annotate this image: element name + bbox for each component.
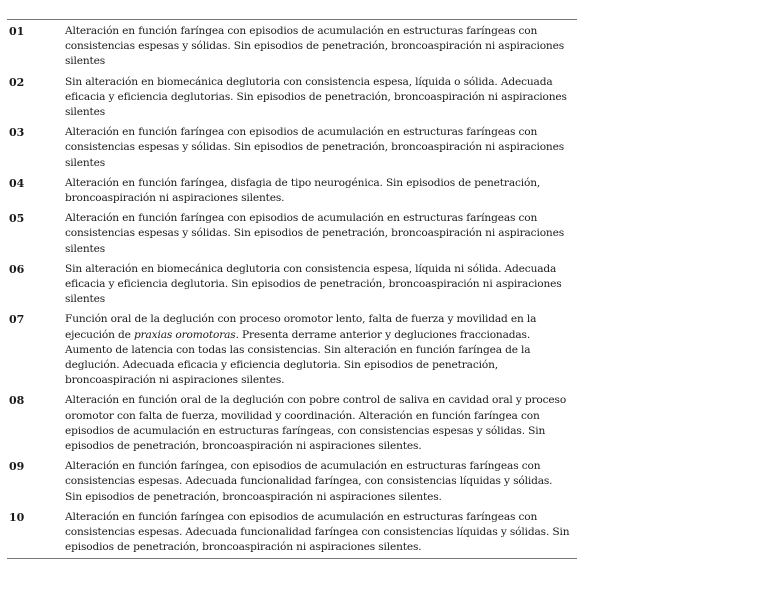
patient-number: 08 bbox=[9, 394, 25, 408]
table-row bbox=[7, 510, 577, 556]
patient-description: Alteración en función faríngea con episodios de acumulación en estructuras faríngeas con consistencias espesas y sólidas. Sin episodios de penetración, broncoaspiración ni aspiraciones silentes bbox=[65, 212, 565, 255]
table-row bbox=[7, 393, 577, 454]
patient-description bbox=[65, 312, 577, 388]
patient-description: Alteración en función faríngea con episodios de acumulación en estructuras faríngeas con consistencias espesas y sólidas. Sin episodios de penetración, broncoaspiración ni aspiraciones silentes bbox=[65, 25, 565, 68]
table-row bbox=[7, 211, 577, 257]
patient-number: 01 bbox=[9, 25, 25, 38]
patient-description: Alteración en función faríngea, disfagia de tipo neurogénica. Sin episodios de penetración, broncoaspiración ni aspiraciones silentes. bbox=[65, 176, 541, 205]
table-row bbox=[7, 262, 577, 308]
patient-number: 03 bbox=[9, 126, 25, 140]
patient-number: 06 bbox=[9, 262, 25, 276]
patient-number: 10 bbox=[9, 510, 25, 524]
patient-number: 04 bbox=[9, 176, 25, 190]
description-text: Función oral de la deglución con proceso oromotor lento, falta de fuerza y movilidad en la ejecución de bbox=[65, 313, 537, 341]
description-italic-term: praxias oromotoras bbox=[133, 328, 236, 341]
table-row bbox=[7, 24, 577, 70]
results-table bbox=[7, 19, 577, 559]
description-text: . Presenta derrame anterior y degluciones fraccionadas. Aumento de latencia con todas las consistencias. Sin alteración en función faríngea de la deglución. Adecuada eficacia y eficiencia deglutoria. Sin episodios de penetración, broncoaspiración ni aspiraciones silentes. bbox=[65, 328, 531, 387]
patient-number: 07 bbox=[9, 313, 25, 327]
table-row bbox=[7, 176, 577, 206]
patient-number: 02 bbox=[9, 75, 25, 89]
patient-description: Alteración en función faríngea con episodios de acumulación en estructuras faríngeas con consistencias espesas y sólidas. Sin episodios de penetración, broncoaspiración ni aspiraciones silentes bbox=[65, 126, 565, 169]
patient-description: Alteración en función faríngea con episodios de acumulación en estructuras faríngeas con consistencias espesas. Adecuada funcionalidad faríngea con consistencias líquidas y sólidas. Sin episodios de penetración, broncoaspiración ni aspiraciones silentes. bbox=[65, 510, 570, 554]
patient-description: Alteración en función faríngea, con episodios de acumulación en estructuras faríngeas con consistencias espesas. Adecuada funcionalidad faríngea, con consistencias líquidas y sólidas. Sin episodios de penetración, broncoaspiración ni aspiraciones silentes. bbox=[65, 460, 553, 503]
patient-description: Sin alteración en biomecánica deglutoria con consistencia espesa, líquida ni sólida. Adecuada eficacia y eficiencia deglutoria. Sin episodios de penetración, broncoaspiración ni aspiraciones silentes bbox=[65, 262, 562, 306]
patient-description: Alteración en función oral de la deglución con pobre control de saliva en cavidad oral y proceso oromotor con falta de fuerza, movilidad y coordinación. Alteración en función faríngea con episodios de acumulación en estructuras faríngeas, con consistencias espesas y sólidas. Sin episodios de penetración, broncoaspiración ni aspiraciones silentes. bbox=[65, 394, 567, 453]
table-row bbox=[7, 312, 577, 388]
table-row bbox=[7, 75, 577, 121]
table-row bbox=[7, 459, 577, 505]
patient-description: Sin alteración en biomecánica deglutoria con consistencia espesa, líquida o sólida. Adecuada eficacia y eficiencia deglutorias. Sin episodios de penetración, broncoaspiración ni aspiraciones silentes bbox=[65, 75, 567, 119]
patient-number: 09 bbox=[9, 460, 25, 474]
table-row bbox=[7, 125, 577, 171]
patient-number: 05 bbox=[9, 212, 25, 226]
